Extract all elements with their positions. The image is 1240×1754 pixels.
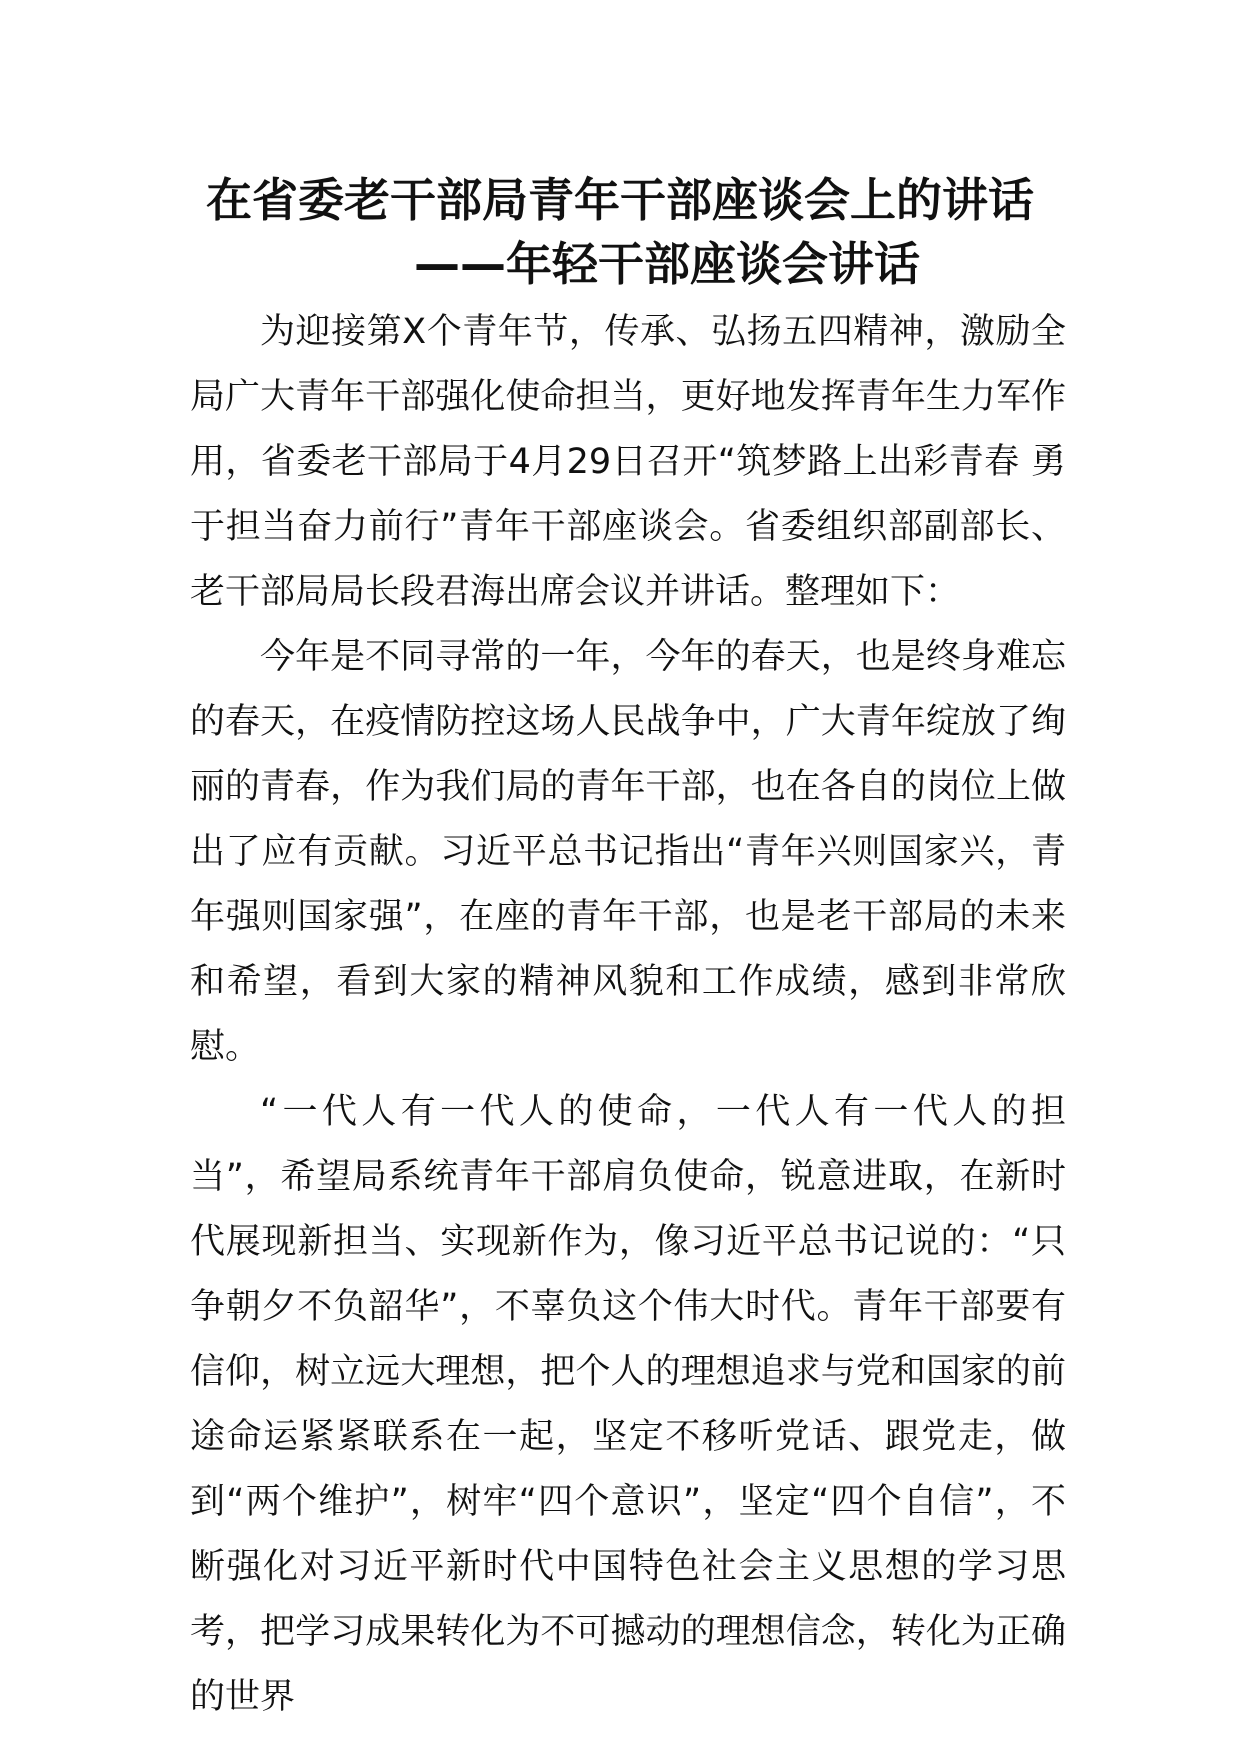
paragraph-intro: 为迎接第X个青年节，传承、弘扬五四精神，激励全局广大青年干部强化使命担当，更好地发挥青年生力军作用，省委老干部局于4月29日召开“筑梦路上出彩青春 勇于担当奋力前行”青年干部座谈会。省委组织部副部长、老干部局局长段君海出席会议并讲话。整理如下： [190, 312, 1066, 612]
paragraph-mission: “一代人有一代人的使命，一代人有一代人的担当”，希望局系统青年干部肩负使命，锐意进取，在新时代展现新担当、实现新作为，像习近平总书记说的：“只争朝夕不负韶华”，不辜负这个伟大时代。青年干部要有信仰，树立远大理想，把个人的理想追求与党和国家的前途命运紧紧联系在一起，坚定不移听党话、跟党走，做到“两个维护”，树牢“四个意识”，坚定“四个自信”，不断强化对习近平新时代中国特色社会主义思想的学习思考，把学习成果转化为不可撼动的理想信念，转化为正确的世界 [190, 1092, 1066, 1717]
document-subtitle: ——年轻干部座谈会讲话 [414, 237, 920, 291]
document-title: 在省委老干部局青年干部座谈会上的讲话 [206, 173, 1034, 227]
paragraph-spring: 今年是不同寻常的一年，今年的春天，也是终身难忘的春天，在疫情防控这场人民战争中，广大青年绽放了绚丽的青春，作为我们局的青年干部，也在各自的岗位上做出了应有贡献。习近平总书记指出“青年兴则国家兴，青年强则国家强”，在座的青年干部，也是老干部局的未来和希望，看到大家的精神风貌和工作成绩，感到非常欣慰。 [190, 637, 1066, 1067]
document-body [190, 300, 1066, 1730]
